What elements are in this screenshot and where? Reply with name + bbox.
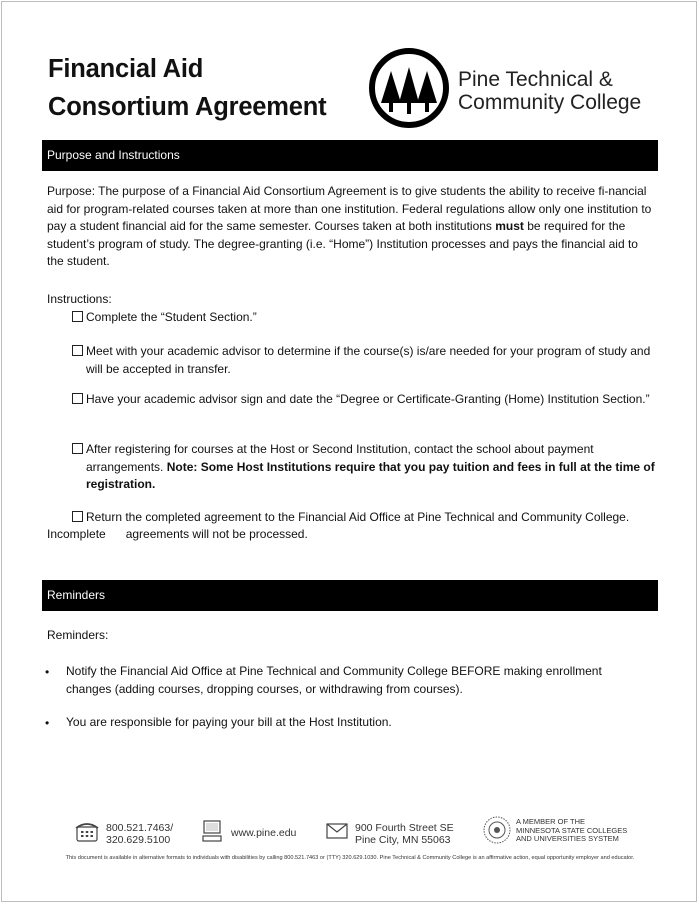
footer-phone-line-2: 320.629.5100 — [106, 834, 171, 846]
checkbox[interactable] — [72, 345, 83, 356]
footer-disclaimer: This document is available in alternative formats to individuals with disabilities by calling 800.521.7463 or (TTY) 320.629.1030. Pine Technical & Community College is an affirmative action, equal opportunity employer and educator. — [65, 855, 635, 861]
computer-icon — [202, 819, 224, 843]
college-name — [458, 68, 641, 114]
footer-member-text — [516, 818, 636, 844]
footer-website[interactable]: www.pine.edu — [231, 827, 297, 839]
section-bar-purpose: Purpose and Instructions — [42, 140, 658, 171]
instruction-item-4 — [72, 441, 656, 494]
purpose-text-a: The purpose of a Financial Aid Consortium Agreement is to give students the ability to receive fi-nancial aid for program-related courses taken at more than one institution. Federal regulations allow only one institution to pay a student financial aid for the same semester. Courses taken at both institutions — [47, 184, 652, 233]
instruction-item-2 — [72, 343, 656, 378]
section-bar-reminders: Reminders — [42, 580, 658, 611]
instruction-item-1 — [72, 309, 257, 327]
instruction-item-text: After registering for courses at the Host or Second Institution, contact the school about payment arrangements. — [86, 442, 594, 474]
reminder-item-1: Notify the Financial Aid Office at Pine Technical and Community College BEFORE making enrollment changes (adding courses, dropping courses, or withdrawing from courses). — [66, 664, 602, 696]
instruction-item-text: Complete the “Student Section.” — [86, 310, 257, 324]
reminder-item-2: You are responsible for paying your bill at the Host Institution. — [66, 715, 392, 729]
checkbox[interactable] — [72, 443, 83, 454]
footer-member-line-1: A MEMBER OF THE — [516, 817, 586, 826]
purpose-bold-must: must — [495, 219, 524, 233]
checkbox[interactable] — [72, 393, 83, 404]
minnesota-state-seal-icon — [482, 815, 512, 845]
college-name-line-2: Community College — [458, 91, 642, 114]
footer-member-line-2: MINNESOTA STATE COLLEGES — [516, 825, 628, 835]
checkbox[interactable] — [72, 511, 83, 522]
purpose-text-b: be required for the student’s program of study. The degree-granting (i.e. “Home”) Institution processes and pays the financial aid to the student. — [47, 219, 638, 268]
phone-icon — [74, 821, 100, 843]
instruction-item-5-continued: Incomplete agreements will not be processed. — [47, 527, 308, 541]
instruction-item-text: Meet with your academic advisor to determine if the course(s) is/are needed for your program of study and will be accepted in transfer. — [86, 344, 651, 376]
instructions-label: Instructions: — [47, 292, 112, 306]
instruction-item-text: Have your academic advisor sign and date the “Degree or Certificate-Granting (Home) Institution Section.” — [86, 392, 650, 406]
title-line-1: Financial Aid — [48, 55, 204, 83]
checkbox[interactable] — [72, 311, 83, 322]
instruction-item-text: Return the completed agreement to the Financial Aid Office at Pine Technical and Community College. — [86, 510, 630, 524]
college-logo-icon — [368, 47, 450, 129]
footer-member-line-3: AND UNIVERSITIES SYSTEM — [516, 834, 619, 843]
purpose-label: Purpose: — [47, 184, 96, 198]
footer-phone — [106, 822, 173, 846]
instruction-item-5 — [72, 509, 629, 527]
bullet-icon: • — [45, 665, 50, 679]
bullet-icon: • — [45, 716, 50, 730]
title-line-2: Consortium Agreement — [48, 93, 327, 121]
footer-address — [355, 822, 454, 846]
reminders-label: Reminders: — [47, 628, 109, 642]
document-title — [48, 50, 368, 126]
purpose-paragraph — [47, 183, 653, 271]
footer-address-line-1: 900 Fourth Street SE — [355, 822, 454, 834]
envelope-icon — [326, 823, 348, 839]
instruction-item-3 — [72, 391, 656, 409]
college-name-line-1: Pine Technical & — [458, 68, 613, 91]
instruction-item-note: Note: Some Host Institutions require that you pay tuition and fees in full at the time of registration. — [86, 459, 655, 491]
footer-phone-line-1: 800.521.7463/ — [106, 822, 174, 834]
footer-address-line-2: Pine City, MN 55063 — [355, 834, 451, 846]
